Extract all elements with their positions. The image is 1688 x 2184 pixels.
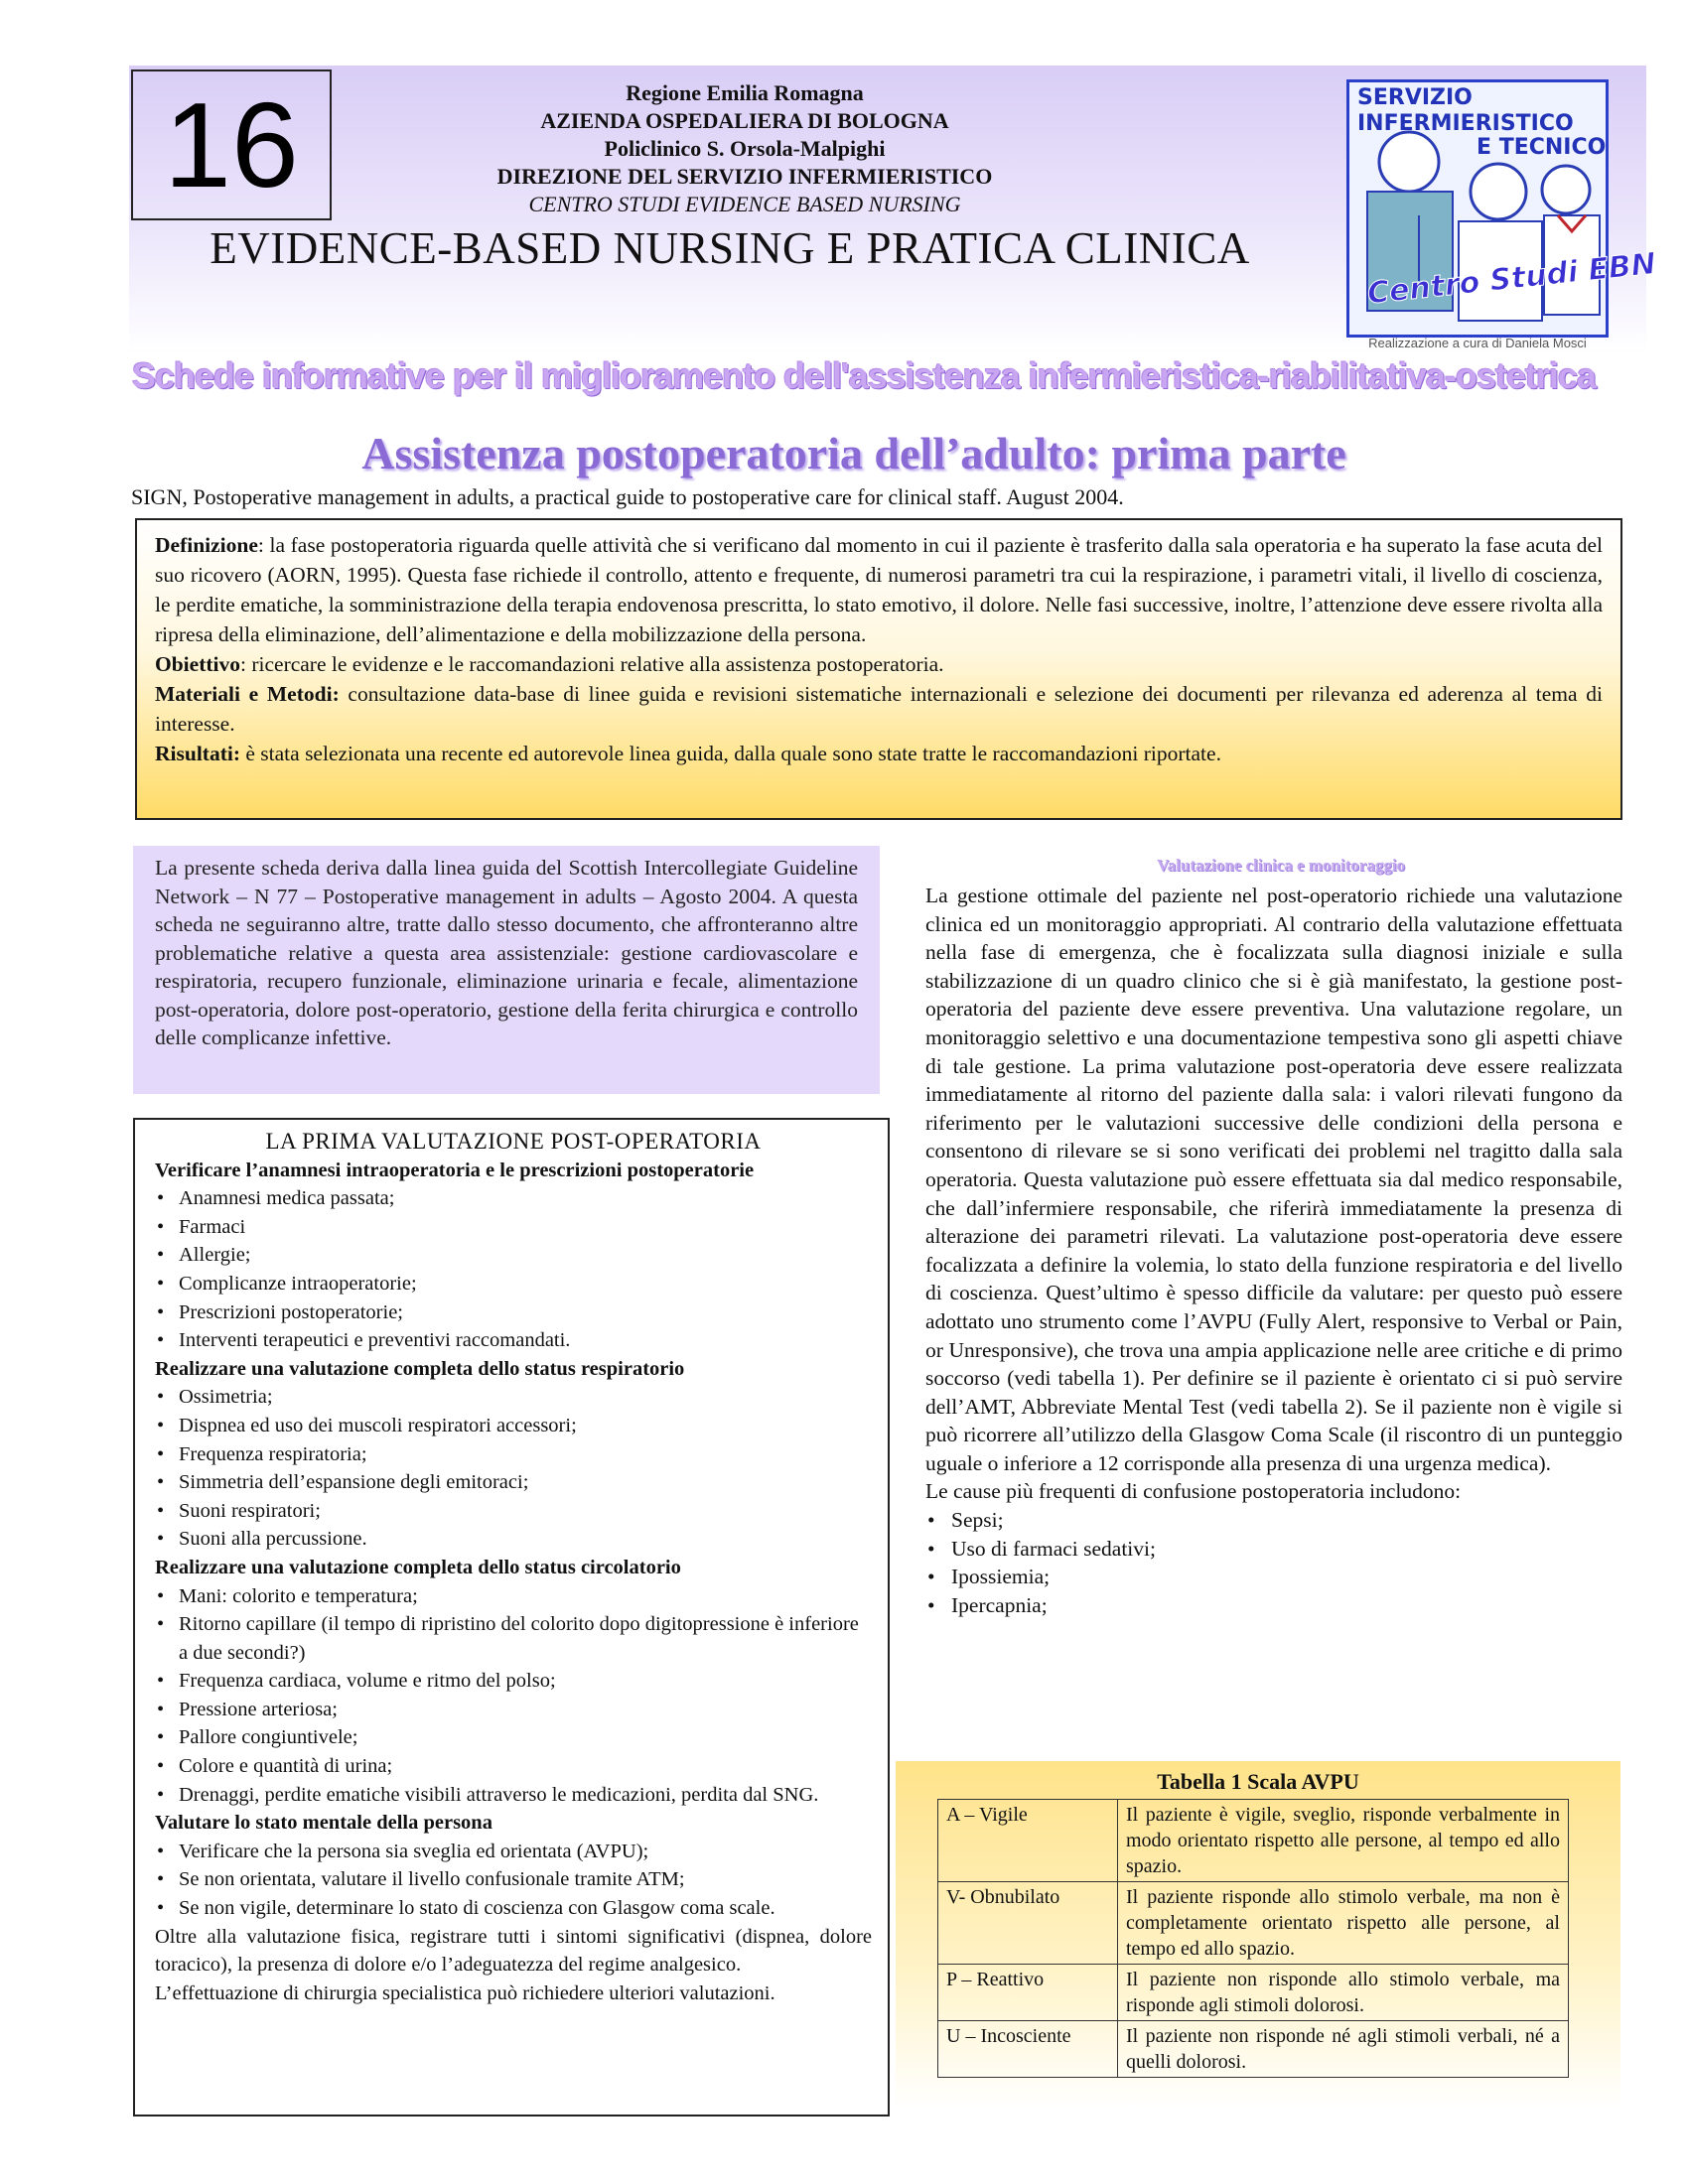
methods-label: Materiali e Metodi:	[155, 682, 340, 706]
centro-studi-logo	[1346, 79, 1658, 338]
logo-text: E TECNICO	[1477, 135, 1607, 160]
summary-box	[135, 518, 1622, 820]
list-item: • Colore e quantità di urina;	[155, 1752, 872, 1781]
table-cell-description: Il paziente risponde allo stimolo verbale, ma non è completamente orientato rispetto alle persone, al tempo ed allo spazio.	[1118, 1882, 1569, 1965]
clinical-section	[925, 882, 1622, 1619]
table-row	[938, 2021, 1569, 2078]
clinical-body: La gestione ottimale del paziente nel post-operatorio richiede una valutazione clinica ed un monitoraggio appropriati. Al contrario della valutazione effettuata nella fase di emergenza, che è focalizzata sulla diagnosi iniziale e sulla stabilizzazione di un quadro clinico che si è già manifestato, la gestione post-operatoria del paziente deve essere preventiva. Una valutazione regolare, un monitoraggio selettivo e una documentazione tempestiva sono gli aspetti chiave di tale gestione. La prima valutazione post-operatoria deve essere realizzata immediatamente al ritorno del paziente dalla sala: i valori rilevati fungono da riferimento per le valutazioni successive delle condizioni della persona e consentono di rilevare se si sono verificati dei problemi nel tragitto dalla sala operatoria. Questa valutazione può essere effettuata sia dal medico responsabile, che dall’infermiere responsabile, che riferirà immediatamente la presenza di alterazione dei parametri rilevati. La valutazione post-operatoria deve essere focalizzata a definire la volemia, lo stato della funzione respiratoria e del livello di coscienza. Quest’ultimo è spesso difficile da valutare: per questo può essere adottato uno strumento come l’AVPU (Fully Alert, responsive to Verbal or Pain, or Unresponsive), che trova una ampia applicazione nelle aree critiche e di primo soccorso (vedi tabella 1). Per definire se il paziente è orientato ci si può servire dell’AMT, Abbreviate Mental Test (vedi tabella 2). Se il paziente non è vigile si può ricorrere all’utilizzo della Glasgow Coma Scale (il riscontro di un punteggio uguale o inferiore a 12 corrisponde alla presenza di una urgenza medica).	[925, 884, 1622, 1475]
definition-text: : la fase postoperatoria riguarda quelle attività che si verificano dal momento in cui il paziente è trasferito dalla sala operatoria e ha superato la fase acuta del suo ricovero (AORN, 1995). Questa fase richiede il controllo, attento e frequente, di numerosi parametri tra cui la respirazione, i parametri vitali, il livello di coscienza, le perdite ematiche, la somministrazione della terapia endovenosa prescritta, lo stato emotivo, il dolore. Nelle fasi successive, inoltre, l’attenzione deve essere rivolta alla ripresa della eliminazione, dell’alimentazione e della mobilizzazione della persona.	[155, 533, 1603, 646]
list-item: • Dispnea ed uso dei muscoli respiratori accessori;	[155, 1412, 872, 1440]
list-item: • Frequenza cardiaca, volume e ritmo del polso;	[155, 1667, 872, 1696]
table-cell-description: Il paziente è vigile, sveglio, risponde verbalmente in modo orientato rispetto alle persone, al tempo ed allo spazio.	[1118, 1800, 1569, 1882]
list-item: • Suoni respiratori;	[155, 1497, 872, 1526]
institution-line: Regione Emilia Romagna	[626, 80, 864, 105]
document-title: Assistenza postoperatoria dell’adulto: prima parte	[361, 428, 1346, 478]
methods-text: consultazione data-base di linee guida e revisioni sistematiche internazionali e selezione dei documenti per rilevanza ed aderenza al tema di interesse.	[155, 682, 1603, 736]
section-title: Valutare lo stato mentale della persona	[155, 1812, 492, 1835]
definition-label: Definizione	[155, 533, 258, 557]
clinical-heading: Valutazione clinica e monitoraggio	[1156, 856, 1406, 875]
list-item: • Sepsi;	[925, 1506, 1622, 1535]
section-title: Realizzare una valutazione completa dello status respiratorio	[155, 1357, 685, 1380]
section-title: Realizzare una valutazione completa dello status circolatorio	[155, 1556, 681, 1578]
list-item: • Anamnesi medica passata;	[155, 1184, 872, 1213]
institution-line: Policlinico S. Orsola-Malpighi	[604, 136, 886, 161]
table-cell-description: Il paziente non risponde né agli stimoli verbali, né a quelli dolorosi.	[1118, 2021, 1569, 2078]
avpu-table-title: Tabella 1 Scala AVPU	[1157, 1769, 1359, 1794]
list-item: • Mani: colorito e temperatura;	[155, 1582, 872, 1611]
table-cell-level: U – Incosciente	[938, 2021, 1118, 2078]
list-item: • Interventi terapeutici e preventivi raccomandati.	[155, 1326, 872, 1355]
list-item: • Farmaci	[155, 1213, 872, 1242]
list-item: • Suoni alla percussione.	[155, 1525, 872, 1554]
table-cell-level: A – Vigile	[938, 1800, 1118, 1882]
list-item: • Frequenza respiratoria;	[155, 1440, 872, 1469]
closing-paragraph: L’effettuazione di chirurgia specialistica può richiedere ulteriori valutazioni.	[155, 1981, 775, 2004]
list-item: • Uso di farmaci sedativi;	[925, 1535, 1622, 1564]
results-text: è stata selezionata una recente ed autorevole linea guida, dalla quale sono state tratte le raccomandazioni riportate.	[240, 742, 1221, 765]
results-label: Risultati:	[155, 742, 240, 765]
objective-paragraph	[155, 649, 1603, 679]
objective-text: : ricercare le evidenze e le raccomandazioni relative alla assistenza postoperatoria.	[240, 652, 944, 676]
centre-name: CENTRO STUDI EVIDENCE BASED NURSING	[528, 192, 961, 216]
table-row	[938, 1882, 1569, 1965]
institution-block	[397, 79, 1092, 218]
list-item: • Drenaggi, perdite ematiche visibili attraverso le medicazioni, perdita dal SNG.	[155, 1781, 872, 1810]
list-item: • Ritorno capillare (il tempo di ripristino del colorito dopo digitopressione è inferiore a due secondi?)	[155, 1610, 872, 1667]
list-item: • Se non vigile, determinare lo stato di coscienza con Glasgow coma scale.	[155, 1894, 872, 1923]
intro-box: La presente scheda deriva dalla linea guida del Scottish Intercollegiate Guideline Network – N 77 – Postoperative management in adults – Agosto 2004. A questa scheda ne seguiranno altre, tratte dallo stesso documento, che affronteranno altre problematiche relative a questa area assistenziale: gestione cardiovascolare e respiratoria, recupero funzionale, eliminazione urinaria e fecale, alimentazione post-operatoria, dolore post-operatorio, gestione della ferita chirurgica e controllo delle complicanze infettive.	[133, 846, 880, 1094]
table-cell-level: P – Reattivo	[938, 1965, 1118, 2021]
logo-banner: Centro Studi EBN	[1365, 246, 1658, 312]
list-item: • Simmetria dell’espansione degli emitoraci;	[155, 1468, 872, 1497]
logo-caption: Realizzazione a cura di Daniela Mosci	[1368, 336, 1587, 350]
list-item: • Pallore congiuntivele;	[155, 1723, 872, 1752]
assessment-box	[133, 1118, 890, 2116]
logo-text: INFERMIERISTICO	[1357, 111, 1574, 136]
list-item: • Ossimetria;	[155, 1383, 872, 1412]
source-citation: SIGN, Postoperative management in adults, a practical guide to postoperative care for clinical staff. August 2004.	[131, 484, 1124, 509]
institution-line: DIREZIONE DEL SERVIZIO INFERMIERISTICO	[496, 164, 993, 189]
causes-list	[925, 1506, 1622, 1619]
results-paragraph	[155, 739, 1603, 768]
methods-paragraph	[155, 679, 1603, 739]
definition-paragraph	[155, 530, 1603, 649]
bullet-list	[155, 1184, 872, 1355]
table-row	[938, 1800, 1569, 1882]
list-item: • Allergie;	[155, 1241, 872, 1270]
logo-text: SERVIZIO	[1357, 85, 1473, 110]
closing-paragraph: Oltre alla valutazione fisica, registrare tutti i sintomi significativi (dispnea, dolore toracico), la presenza di dolore e/o l’adeguatezza del regime analgesico.	[155, 1925, 872, 1977]
bullet-list	[155, 1582, 872, 1810]
table-row	[938, 1965, 1569, 2021]
list-item: • Se non orientata, valutare il livello confusionale tramite ATM;	[155, 1865, 872, 1894]
table-cell-level: V- Obnubilato	[938, 1882, 1118, 1965]
series-subtitle: Schede informative per il miglioramento dell'assistenza infermieristica-riabilitativa-ostetrica	[131, 355, 1597, 396]
list-item: • Prescrizioni postoperatorie;	[155, 1298, 872, 1327]
nurses-icon	[1349, 82, 1658, 335]
main-title: EVIDENCE-BASED NURSING E PRATICA CLINICA	[210, 223, 1250, 273]
list-item: • Ipossiemia;	[925, 1563, 1622, 1591]
issue-number: 16	[131, 69, 332, 220]
section-title: Verificare l’anamnesi intraoperatoria e le prescrizioni postoperatorie	[155, 1159, 755, 1181]
table-cell-description: Il paziente non risponde allo stimolo verbale, ma risponde agli stimoli dolorosi.	[1118, 1965, 1569, 2021]
institution-line: AZIENDA OSPEDALIERA DI BOLOGNA	[540, 108, 949, 133]
avpu-table	[937, 1799, 1569, 2078]
causes-intro: Le cause più frequenti di confusione postoperatoria includono:	[925, 1479, 1462, 1504]
list-item: • Ipercapnia;	[925, 1591, 1622, 1620]
bullet-list	[155, 1383, 872, 1554]
objective-label: Obiettivo	[155, 652, 240, 676]
assessment-heading: LA PRIMA VALUTAZIONE POST-OPERATORIA	[265, 1129, 762, 1154]
list-item: • Pressione arteriosa;	[155, 1696, 872, 1724]
list-item: • Verificare che la persona sia sveglia ed orientata (AVPU);	[155, 1838, 872, 1866]
bullet-list	[155, 1838, 872, 1923]
list-item: • Complicanze intraoperatorie;	[155, 1270, 872, 1298]
